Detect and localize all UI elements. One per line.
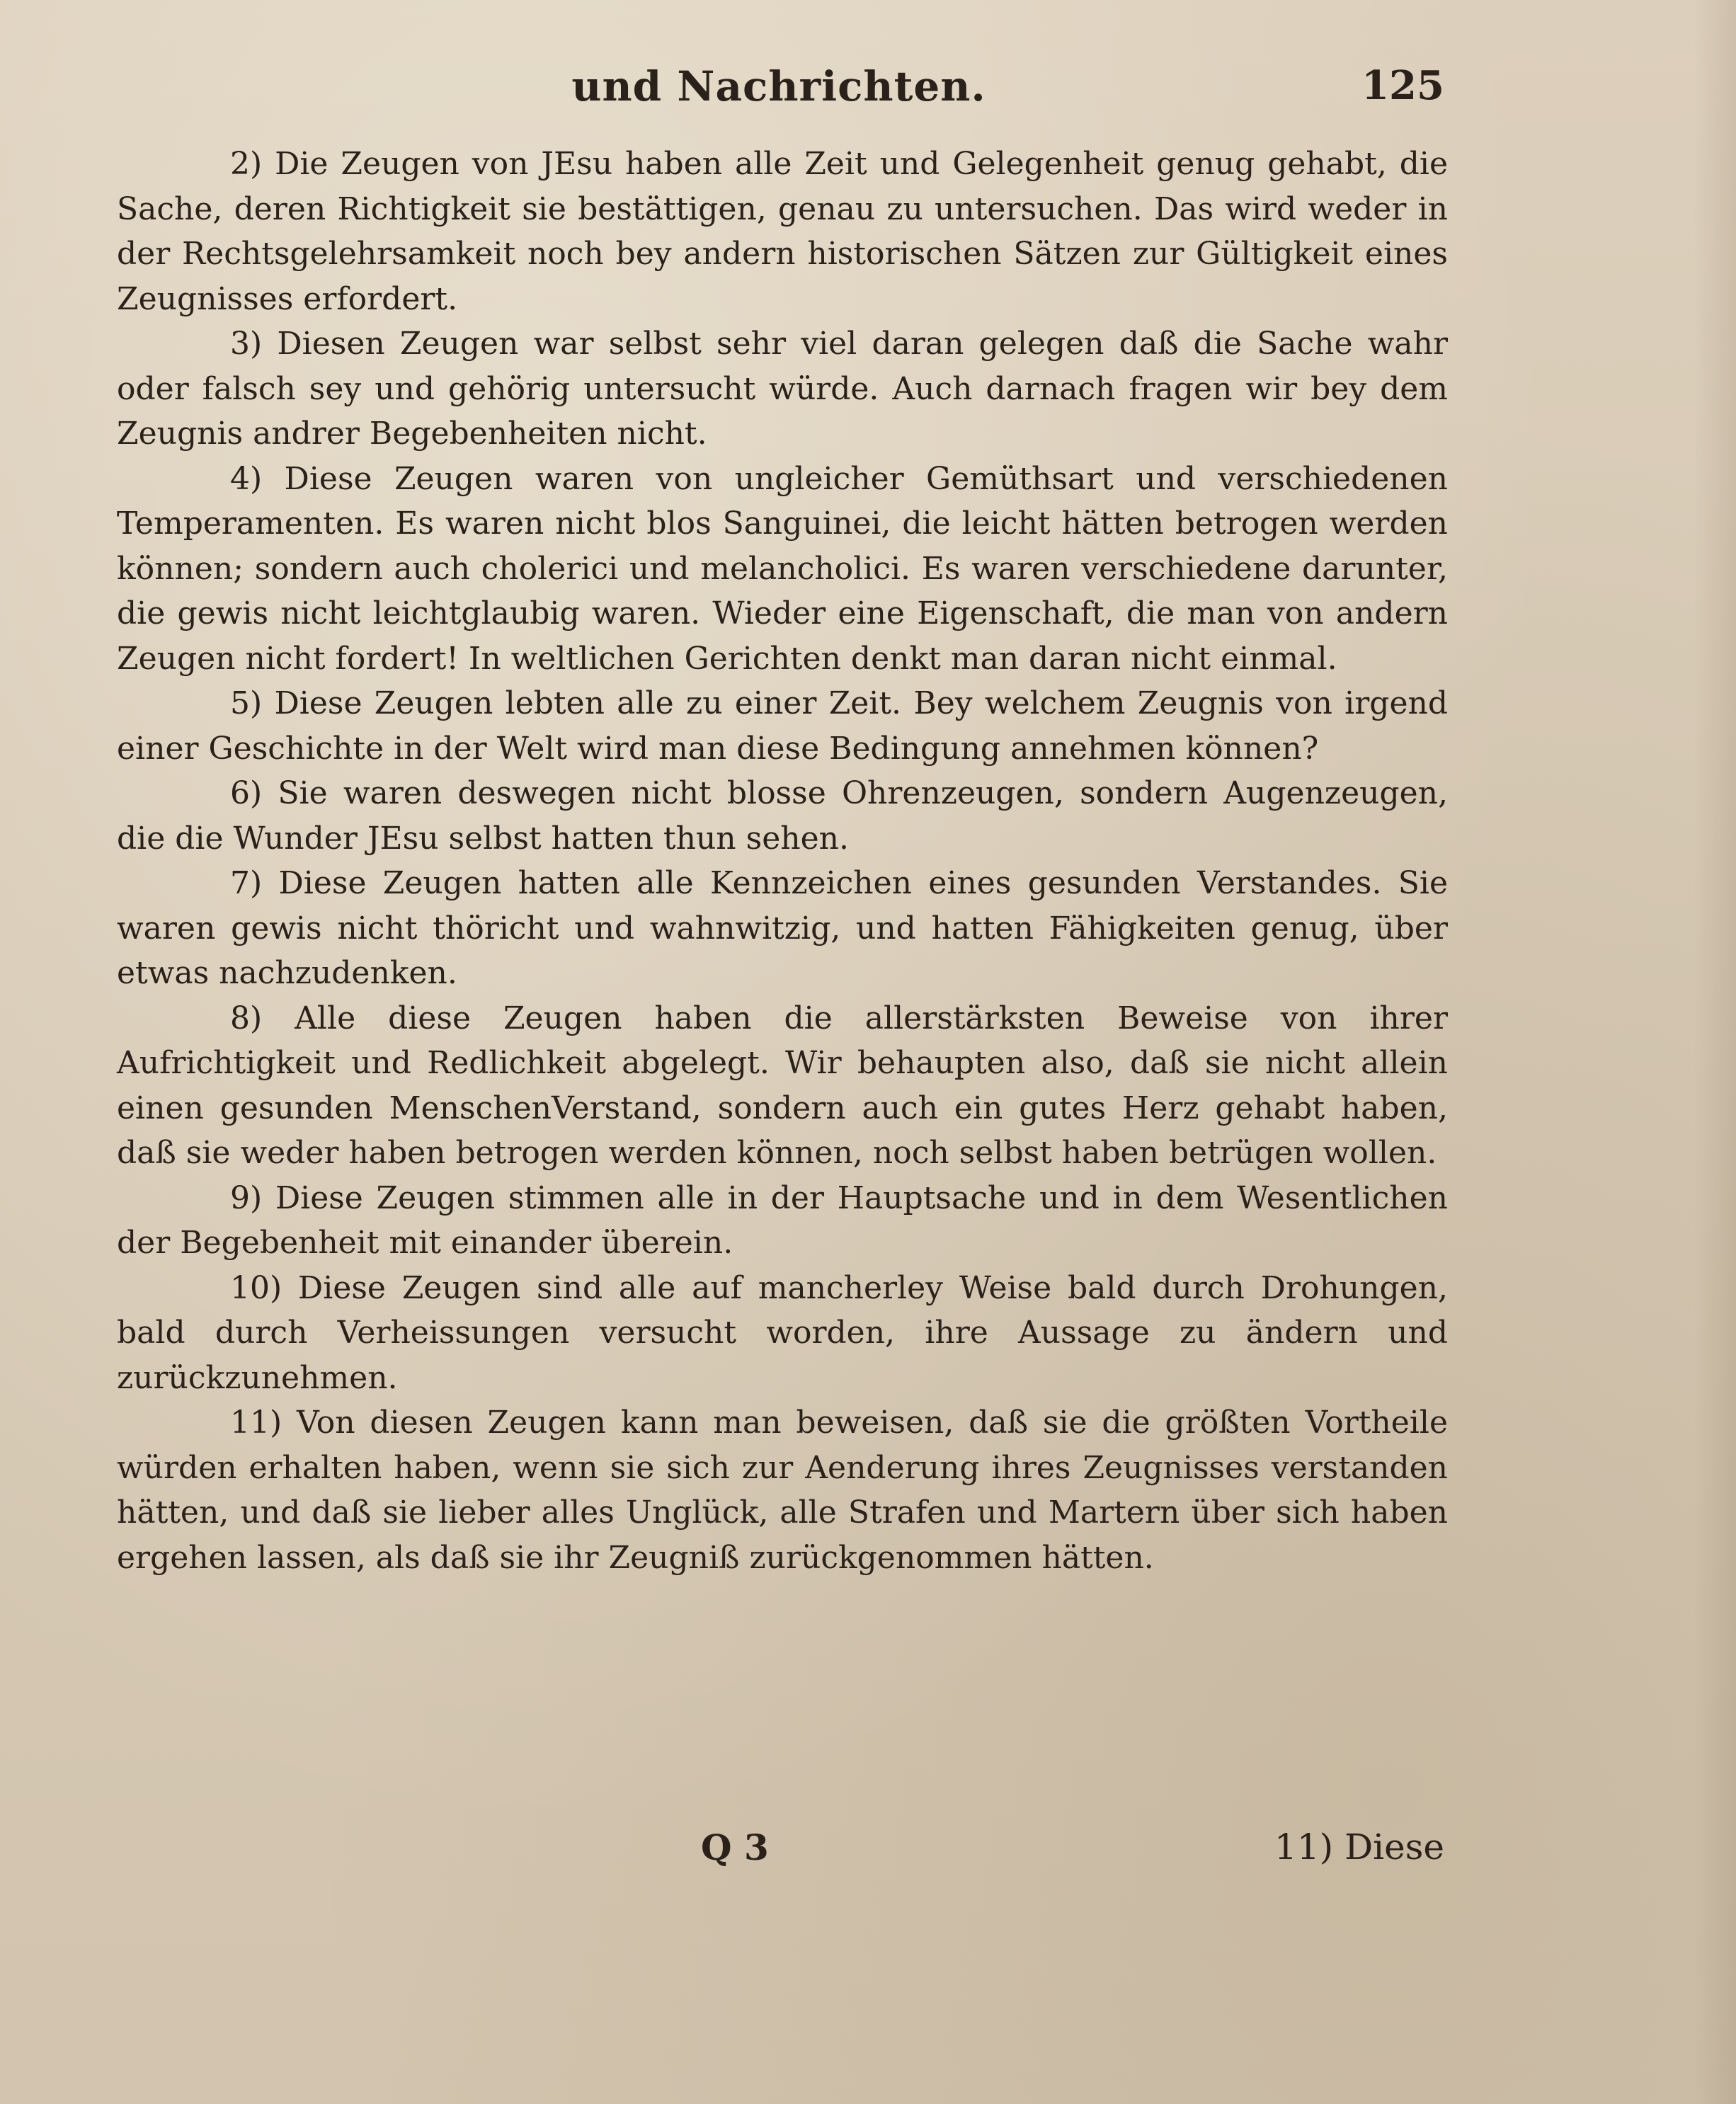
- body-text: [117, 142, 1448, 1580]
- running-head: und Nachrichten.: [571, 62, 986, 110]
- page-footer: [113, 1826, 1444, 1883]
- catchword: 11) Diese: [1274, 1826, 1444, 1868]
- paragraph-3: 3) Diesen Zeugen war selbst sehr viel daran gelegen daß die Sache wahr oder falsch sey und gehörig untersucht würde. Auch darnach fragen wir bey dem Zeugnis andrer Begebenheiten nicht.: [117, 326, 1448, 452]
- paragraph-8: 8) Alle diese Zeugen haben die allerstärksten Beweise von ihrer Aufrichtigkeit und Redlichkeit abgelegt. Wir behaupten also, daß sie nicht allein einen gesunden MenschenVerstand, sondern auch ein gutes Herz gehabt haben, daß sie weder haben betrogen werden können, noch selbst haben betrügen wollen.: [117, 1000, 1448, 1171]
- page-header: [113, 62, 1444, 126]
- paragraph-9: 9) Diese Zeugen stimmen alle in der Hauptsache und in dem Wesentlichen der Begebenheit mit einander überein.: [117, 1179, 1448, 1261]
- paragraph-2: 2) Die Zeugen von JEsu haben alle Zeit und Gelegenheit genug gehabt, die Sache, deren Richtigkeit sie bestättigen, genau zu untersuchen. Das wird weder in der Rechtsgelehrsamkeit noch bey andern historischen Sätzen zur Gültigkeit eines Zeugnisses erfordert.: [117, 146, 1448, 317]
- paragraph-6: 6) Sie waren deswegen nicht blosse Ohrenzeugen, sondern Augenzeugen, die die Wunder JEsu selbst hatten thun sehen.: [117, 775, 1448, 857]
- paragraph-11: 11) Von diesen Zeugen kann man beweisen, daß sie die größten Vortheile würden erhalten haben, wenn sie sich zur Aenderung ihres Zeugnisses verstanden hätten, und daß sie lieber alles Unglück, alle Strafen und Martern über sich haben ergehen lassen, als daß sie ihr Zeugniß zurückgenommen hätten.: [117, 1405, 1448, 1576]
- paragraph-5: 5) Diese Zeugen lebten alle zu einer Zeit. Bey welchem Zeugnis von irgend einer Geschichte in der Welt wird man diese Bedingung annehmen können?: [117, 685, 1448, 767]
- paragraph-7: 7) Diese Zeugen hatten alle Kennzeichen eines gesunden Verstandes. Sie waren gewis nicht thöricht und wahnwitzig, und hatten Fähigkeiten genug, über etwas nachzudenken.: [117, 865, 1448, 991]
- signature-mark: Q 3: [701, 1826, 769, 1868]
- paragraph-4: 4) Diese Zeugen waren von ungleicher Gemüthsart und verschiedenen Temperamenten. Es waren nicht blos Sanguinei, die leicht hätten betrogen werden können; sondern auch cholerici und melancholici. Es waren verschiedene darunter, die gewis nicht leichtglaubig waren. Wieder eine Eigenschaft, die man von andern Zeugen nicht fordert! In weltlichen Gerichten denkt man daran nicht einmal.: [117, 460, 1448, 677]
- paragraph-10: 10) Diese Zeugen sind alle auf mancherley Weise bald durch Drohungen, bald durch Verheissungen versucht worden, ihre Aussage zu ändern und zurückzunehmen.: [117, 1269, 1448, 1396]
- page-number: 125: [1361, 62, 1444, 109]
